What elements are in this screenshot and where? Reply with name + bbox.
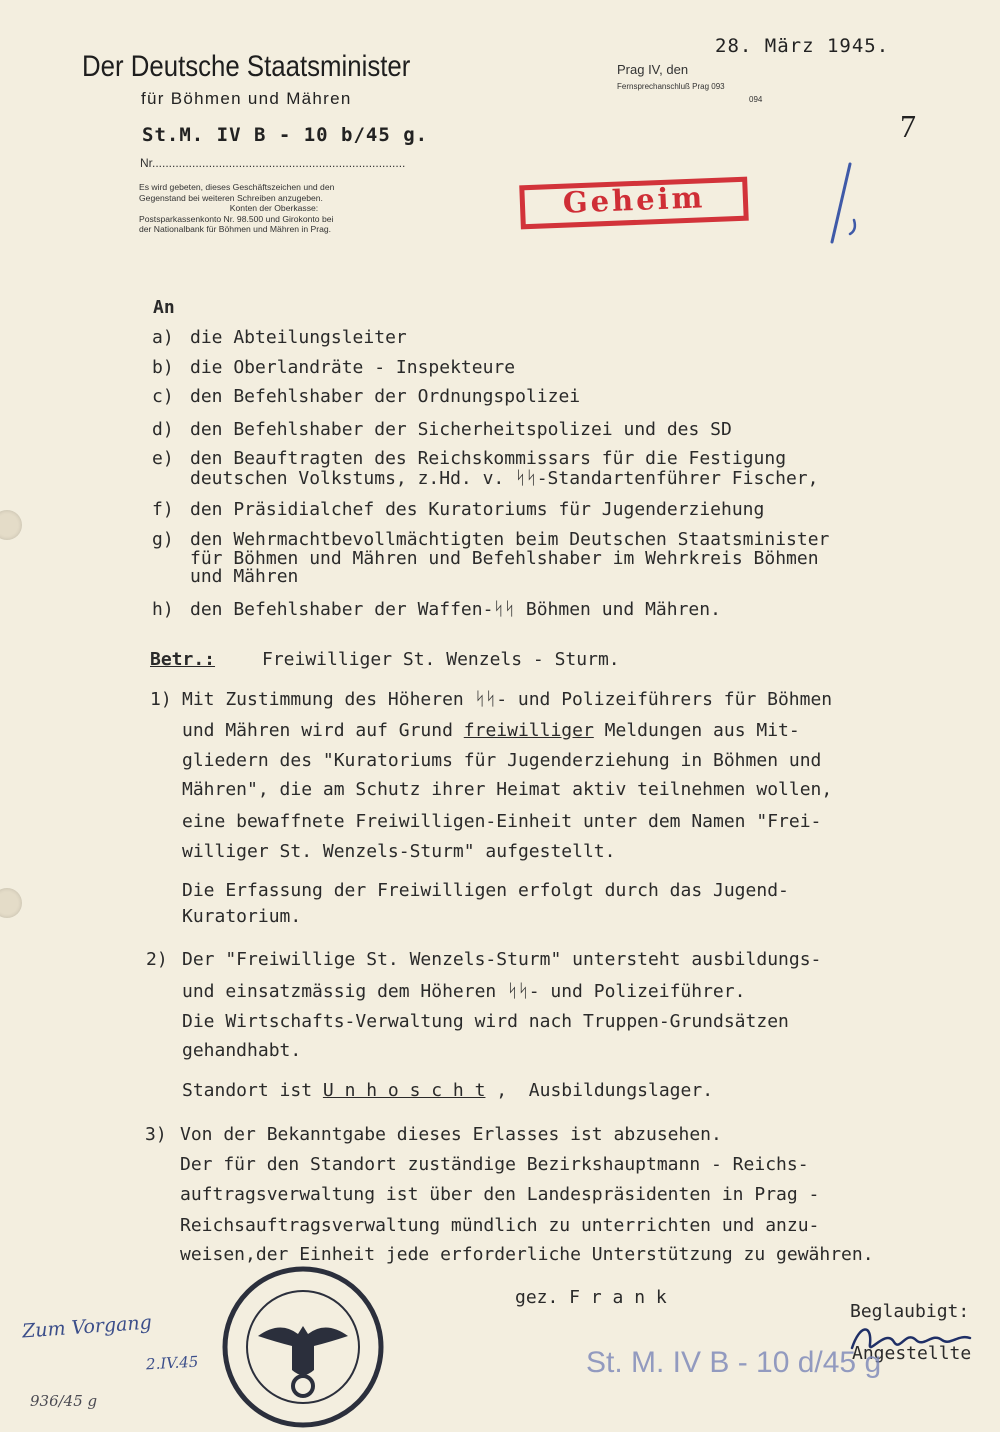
addressee-line: für Böhmen und Mähren und Befehlshaber im Wehrkreis Böhmen [190, 548, 819, 569]
standort-line: Standort ist U n h o s c h t , Ausbildungslager. [182, 1080, 714, 1101]
addressee-line: die Abteilungsleiter [190, 327, 407, 348]
official-seal-stamp-icon [218, 1262, 388, 1432]
addressee-line: den Befehlshaber der Waffen-ᛋᛋ Böhmen und Mähren. [190, 599, 721, 620]
addressee-label: b) [152, 357, 174, 378]
addressee-line: den Befehlshaber der Ordnungspolizei [190, 386, 581, 407]
addressee-label: h) [152, 599, 174, 620]
certified-label: Beglaubigt: [850, 1301, 970, 1322]
punch-hole [0, 888, 22, 918]
addressee-line: und Mähren [190, 566, 299, 587]
section-number: 3) [145, 1124, 167, 1145]
paragraph-line: gehandhabt. [182, 1040, 302, 1061]
signer-role: Angestellte [852, 1343, 972, 1364]
phone-line-2: 094 [749, 95, 763, 104]
addressee-line: den Präsidialchef des Kuratoriums für Jugenderziehung [190, 499, 765, 520]
addressee-label: f) [152, 499, 174, 520]
paragraph-line: und einsatzmässig dem Höheren ᛋᛋ- und Polizeiführer. [182, 981, 746, 1002]
addressee-label: e) [152, 448, 174, 469]
paragraph-line: Mähren", die am Schutz ihrer Heimat aktiv teilnehmen wollen, [182, 779, 833, 800]
paragraph-line: Die Erfassung der Freiwilligen erfolgt durch das Jugend- [182, 880, 789, 901]
addressee-label: d) [152, 419, 174, 440]
letterhead-subtitle: für Böhmen und Mähren [141, 89, 352, 108]
paragraph-line: williger St. Wenzels-Sturm" aufgestellt. [182, 841, 616, 862]
addressee-line: die Oberlandräte - Inspekteure [190, 357, 516, 378]
addressee-line: den Wehrmachtbevollmächtigten beim Deutschen Staatsminister [190, 529, 830, 550]
subject-text: Freiwilliger St. Wenzels - Sturm. [262, 649, 620, 670]
pencil-check-mark-icon [810, 160, 870, 260]
paragraph-line: Mit Zustimmung des Höheren ᛋᛋ- und Polizeiführers für Böhmen [182, 689, 833, 710]
addressee-line: den Befehlshaber der Sicherheitspolizei und des SD [190, 419, 732, 440]
nr-field: Nr............................................................................ [140, 156, 406, 170]
paragraph-line: Der "Freiwillige St. Wenzels-Sturm" untersteht ausbildungs- [182, 949, 822, 970]
place-line: Prag IV, den [617, 62, 689, 77]
addressee-line: den Beauftragten des Reichskommissars für die Festigung [190, 448, 787, 469]
letterhead-notice: Es wird gebeten, dieses Geschäftszeichen und den Gegenstand bei weiteren Schreiben anzugeben. Konten der Oberkasse: Postsparkassenkonto Nr. 98.500 und Girokonto bei der Nationalbank für Böhmen und Mähren in Prag. [139, 182, 335, 235]
paragraph-line: Der für den Standort zuständige Bezirkshauptmann - Reichs- [180, 1154, 809, 1175]
reference-number: St.M. IV B - 10 b/45 g. [142, 124, 429, 146]
handwritten-note: Zum Vorgang [21, 1311, 153, 1343]
paragraph-line: Die Wirtschafts-Verwaltung wird nach Truppen-Grundsätzen [182, 1011, 789, 1032]
file-number: 936/45 g [30, 1392, 98, 1410]
paragraph-line: Kuratorium. [182, 906, 302, 927]
paragraph-line: und Mähren wird auf Grund freiwilliger Meldungen aus Mit- [182, 720, 800, 741]
paragraph-line: weisen,der Einheit jede erforderliche Unterstützung zu gewähren. [180, 1244, 874, 1265]
paragraph-line: Reichsauftragsverwaltung mündlich zu unterrichten und anzu- [180, 1215, 820, 1236]
page-number: 7 [900, 108, 916, 144]
phone-line: Fernsprechanschluß Prag 093 [617, 82, 725, 91]
addressee-label: g) [152, 529, 174, 550]
secret-stamp-text: Geheim [562, 180, 706, 220]
punch-hole [0, 510, 22, 540]
document-date: 28. März 1945. [715, 35, 890, 57]
subject-label: Betr.: [150, 649, 216, 670]
paragraph-line: eine bewaffnete Freiwilligen-Einheit unter dem Namen "Frei- [182, 811, 822, 832]
handwritten-date: 2.IV.45 [145, 1352, 199, 1374]
addressee-heading: An [153, 297, 175, 318]
addressee-line: deutschen Volkstums, z.Hd. v. ᛋᛋ-Standartenführer Fischer, [190, 468, 819, 489]
section-number: 1) [150, 689, 172, 710]
signed-by: gez. F r a n k [515, 1287, 667, 1308]
paragraph-line: Von der Bekanntgabe dieses Erlasses ist abzusehen. [180, 1124, 722, 1145]
addressee-label: c) [152, 386, 174, 407]
addressee-label: a) [152, 327, 174, 348]
bottom-reference-stamp: St. M. IV B - 10 d/45 g [586, 1346, 882, 1379]
paragraph-line: gliedern des "Kuratoriums für Jugenderziehung in Böhmen und [182, 750, 822, 771]
paragraph-line: auftragsverwaltung ist über den Landespräsidenten in Prag - [180, 1184, 820, 1205]
section-number: 2) [146, 949, 168, 970]
letterhead-title: Der Deutsche Staatsminister [82, 50, 411, 83]
